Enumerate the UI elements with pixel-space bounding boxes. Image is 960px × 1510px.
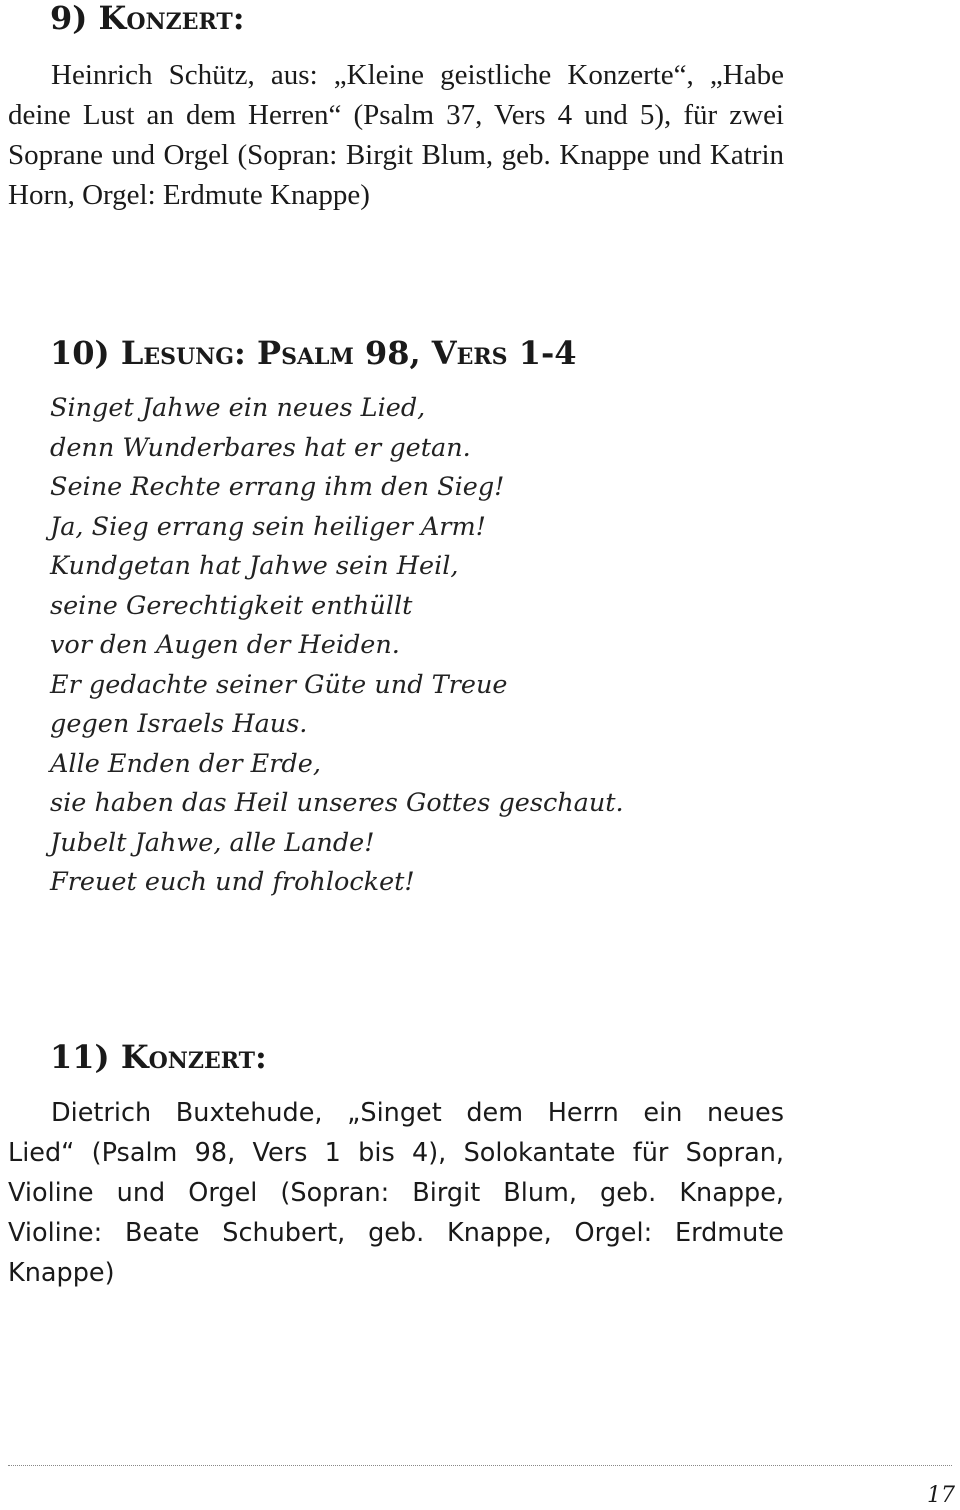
section-11-heading (50, 1037, 267, 1077)
psalm-text (50, 389, 624, 903)
section-9-text: Heinrich Schütz, aus: „Kleine geistliche Konzerte“, „Habe deine Lust an dem Herren“ (Psalm 37, Vers 4 und 5), für zwei Soprane und Orgel (Sopran: Birgit Blum, geb. Knappe und Katrin Horn, Orgel: Erdmute Knappe) (8, 59, 784, 211)
psalm-line: Jubelt Jahwe, alle Lande! (50, 827, 375, 858)
psalm-line: Seine Rechte errang ihm den Sieg! (50, 472, 505, 502)
psalm-line: Freuet euch und frohlocket! (50, 867, 415, 897)
psalm-line: sie haben das Heil unseres Gottes geschaut. (50, 788, 624, 818)
section-9-heading (50, 0, 245, 38)
psalm-line: Er gedachte seiner Güte und Treue (50, 669, 508, 700)
section-10-title: Lesung: Psalm 98, Vers 1-4 (120, 334, 577, 372)
psalm-line: gegen Israels Haus. (50, 709, 308, 739)
footer-divider (8, 1465, 952, 1466)
section-11-text: Dietrich Buxtehude, „Singet dem Herrn ein neues Lied“ (Psalm 98, Vers 1 bis 4), Solokantate für Sopran, Violine und Orgel (Sopran: Birgit Blum, geb. Knappe, Violine: Beate Schubert, geb. Knappe, Orgel: Erdmute Knappe) (8, 1098, 784, 1288)
psalm-line: vor den Augen der Heiden. (50, 630, 400, 660)
section-9-title: Konzert: (98, 0, 245, 37)
page-number: 17 (927, 1483, 955, 1508)
psalm-line: Alle Enden der Erde, (50, 748, 321, 779)
section-11-title: Konzert: (120, 1038, 267, 1076)
psalm-line: denn Wunderbares hat er getan. (50, 432, 471, 463)
section-9-number: 9) (50, 0, 88, 37)
section-10-number: 10) (50, 334, 110, 372)
psalm-line: seine Gerechtigkeit enthüllt (50, 590, 413, 621)
psalm-line: Kundgetan hat Jahwe sein Heil, (50, 551, 459, 581)
psalm-line: Singet Jahwe ein neues Lied, (50, 393, 426, 423)
section-10-heading (50, 333, 577, 373)
section-11-number: 11) (50, 1038, 110, 1076)
psalm-line: Ja, Sieg errang sein heiliger Arm! (50, 511, 486, 542)
